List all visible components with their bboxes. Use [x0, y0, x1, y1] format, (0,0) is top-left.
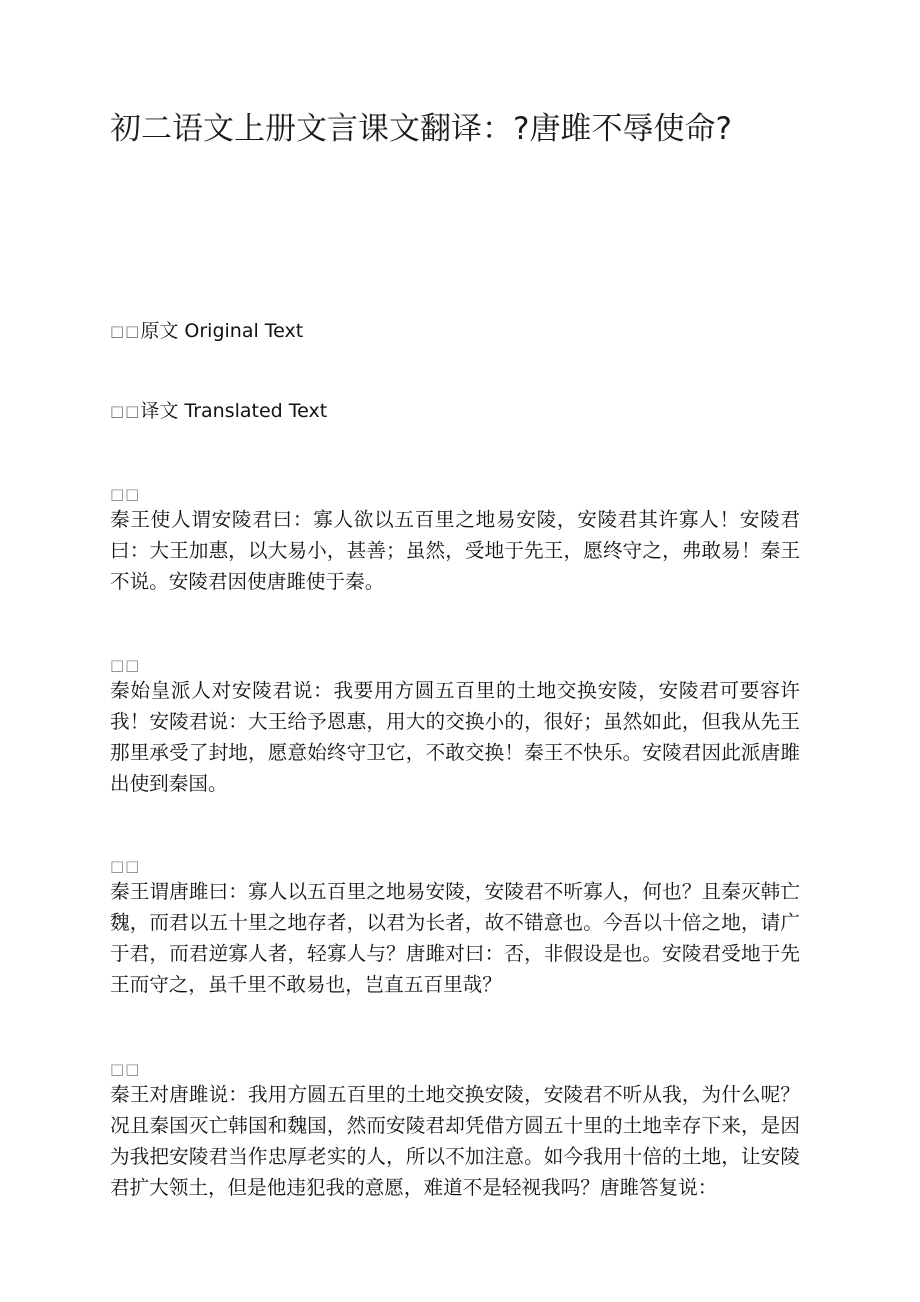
paragraph-text: 秦王对唐雎说：我用方圆五百里的土地交换安陵，安陵君不听从我，为什么呢？况且秦国灭亡韩国和魏国，然而安陵君却凭借方圆五十里的土地幸存下来，是因为我把安陵君当作忠厚老实的人，所以不加注意。如今我用十倍的土地，让安陵君扩大领土，但是他违犯我的意愿，难道不是轻视我吗？唐雎答复说： — [110, 1083, 800, 1199]
missing-glyph-marker: □□ — [110, 402, 141, 420]
section-label-original-zh: 原文 — [140, 320, 179, 342]
paragraph-block — [110, 1059, 800, 1203]
paragraph-marker: □□ — [110, 485, 141, 503]
paragraph-text: 秦王使人谓安陵君曰：寡人欲以五百里之地易安陵，安陵君其许寡人！安陵君曰：大王加惠，以大易小，甚善；虽然，受地于先王，愿终守之，弗敢易！秦王不说。安陵君因使唐雎使于秦。 — [110, 508, 800, 593]
paragraph-marker: □□ — [110, 1060, 141, 1078]
section-heading-original — [110, 318, 303, 344]
page-title: 初二语文上册文言课文翻译：?唐雎不辱使命? — [110, 111, 732, 147]
paragraph-block — [110, 655, 800, 799]
section-label-translated-zh: 译文 — [140, 400, 179, 422]
section-heading-translated — [110, 398, 327, 424]
paragraph-block — [110, 484, 800, 597]
paragraph-text: 秦始皇派人对安陵君说：我要用方圆五百里的土地交换安陵，安陵君可要容许我！安陵君说：大王给予恩惠，用大的交换小的，很好；虽然如此，但我从先王那里承受了封地，愿意始终守卫它，不敢交换！秦王不快乐。安陵君因此派唐雎出使到秦国。 — [110, 679, 800, 795]
section-label-translated-en: Translated Text — [178, 400, 328, 422]
paragraph-text: 秦王谓唐雎曰：寡人以五百里之地易安陵，安陵君不听寡人，何也？且秦灭韩亡魏，而君以五十里之地存者，以君为长者，故不错意也。今吾以十倍之地，请广于君，而君逆寡人者，轻寡人与？唐雎对曰：否，非假设是也。安陵君受地于先王而守之，虽千里不敢易也，岂直五百里哉？ — [110, 880, 800, 996]
paragraph-marker: □□ — [110, 857, 141, 875]
missing-glyph-marker: □□ — [110, 322, 141, 340]
paragraph-marker: □□ — [110, 656, 141, 674]
paragraph-block — [110, 856, 800, 1000]
section-label-original-en: Original Text — [178, 320, 304, 342]
